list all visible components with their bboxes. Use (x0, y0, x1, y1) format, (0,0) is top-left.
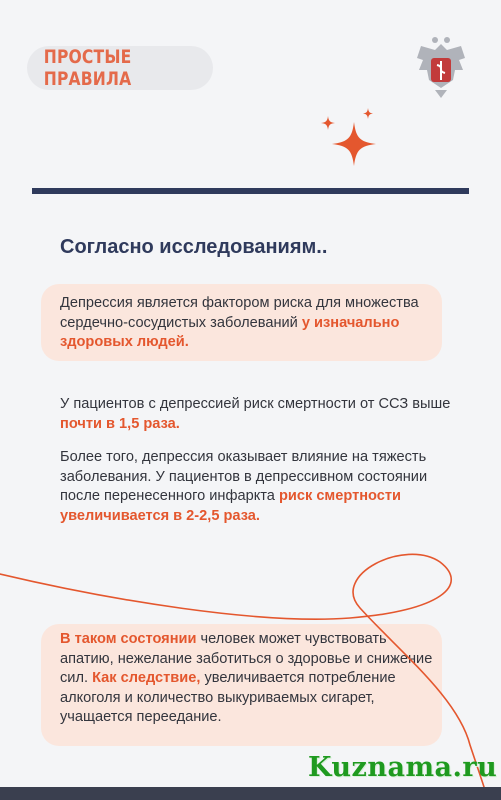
risk-factor-highlight: у изначально здоровых людей. (60, 314, 400, 350)
risk-factor-paragraph (60, 294, 450, 353)
mortality-highlight: почти в 1,5 раза. (60, 415, 180, 432)
severity-text: Более того, депрессия оказывает влияние на тяжесть заболевания. У пациентов в депрессивном состоянии после перенесенного инфаркта (60, 449, 428, 504)
severity-highlight: риск смертности увеличивается в 2-2,5 раза. (60, 488, 401, 524)
consequences-paragraph (60, 630, 440, 728)
consequences-text-1: человек может чувствовать апатию, нежелание заботиться о здоровье и снижение сил. (60, 631, 433, 686)
badge-label: ПРОСТЫЕ ПРАВИЛА (43, 46, 132, 90)
footer-bar (0, 787, 501, 800)
consequences-text-2: увеличивается потребление алкоголя и количество выкуриваемых сигарет, учащается переедание. (60, 670, 396, 725)
page-title: Согласно исследованиям.. (60, 236, 328, 258)
mortality-paragraph (60, 395, 460, 434)
site-watermark: Kuznama.ru (308, 752, 498, 783)
severity-paragraph (60, 448, 460, 526)
risk-factor-text: Депрессия является фактором риска для множества сердечно-сосудистых заболеваний (60, 295, 419, 331)
consequences-highlight-2: Как следствие, (92, 670, 201, 686)
ministry-emblem-icon (415, 36, 467, 100)
section-badge (27, 46, 213, 90)
sparkles-icon (318, 108, 386, 172)
mortality-text: У пациентов с депрессией риск смертности от ССЗ выше (60, 396, 451, 412)
divider-bar (32, 188, 469, 194)
consequences-highlight-1: В таком состоянии (60, 631, 197, 647)
